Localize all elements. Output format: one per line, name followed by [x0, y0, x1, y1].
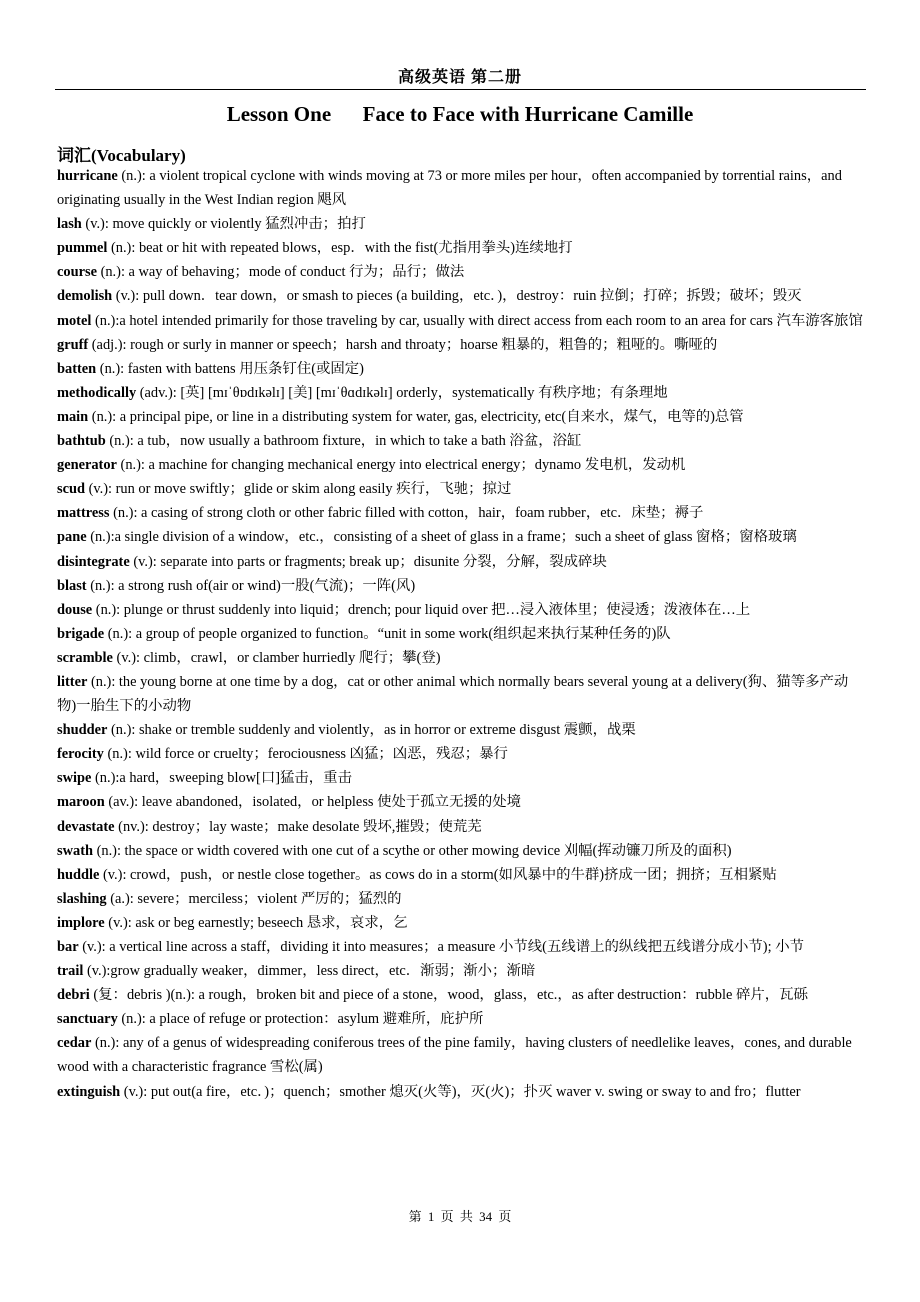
entry-term: pane [57, 529, 87, 546]
section-heading: 词汇(Vocabulary) [57, 146, 186, 165]
vocabulary-entry [57, 622, 867, 646]
entry-definition: (v.): a vertical line across a staff，dividing it into measures；a measure 小节线(五线谱上的纵线把五线谱分成小节); 小节 [78, 939, 804, 955]
vocabulary-entry [57, 357, 867, 381]
vocabulary-entry [57, 959, 867, 983]
entry-definition: (n.): fasten with battens 用压条钉住(或固定) [96, 360, 364, 377]
entry-definition: (nv.): destroy；lay waste；make desolate 毁坏,摧毁；使荒芜 [114, 818, 482, 835]
entry-term: course [57, 264, 97, 281]
entry-definition: (n.): a tub，now usually a bathroom fixture，in which to take a bath 浴盆，浴缸 [105, 433, 582, 450]
vocabulary-entry [57, 236, 867, 260]
vocabulary-entry [57, 598, 867, 622]
lesson-title: Lesson One Face to Face with Hurricane Camille [226, 102, 694, 126]
vocabulary-entry [57, 983, 867, 1007]
entry-term: extinguish [57, 1083, 121, 1100]
entry-term: methodically [57, 384, 137, 401]
entry-term: motel [57, 312, 92, 329]
entry-definition: (av.): leave abandoned，isolated，or helpless 使处于孤立无援的处境 [104, 794, 522, 811]
entry-definition: (n.): wild force or cruelty；ferociousness 凶猛；凶恶，残忍；暴行 [103, 746, 508, 763]
vocabulary-entry [57, 815, 867, 839]
entry-term: gruff [57, 336, 89, 353]
entry-definition: (adv.): [英] [mɪˈθɒdɪkəlɪ] [美] [mɪˈθɑdɪkəlɪ] orderly，systematically 有秩序地；有条理地 [136, 384, 668, 401]
vocabulary-entry [57, 742, 867, 766]
entry-term: debri [57, 987, 90, 1004]
entry-term: douse [57, 601, 93, 618]
entry-definition: (n.): a strong rush of(air or wind)一股(气流)；一阵(风) [86, 577, 416, 594]
entry-term: ferocity [57, 746, 104, 763]
header-rule [55, 89, 866, 90]
vocabulary-entry [57, 646, 867, 670]
entry-term: swath [57, 842, 93, 859]
entry-definition: (n.): a casing of strong cloth or other fabric filled with cotton，hair，foam rubber，etc．床垫；褥子 [109, 505, 704, 522]
entry-definition: (n.):a hard，sweeping blow[口]猛击，重击 [91, 770, 352, 787]
vocabulary-entry [57, 670, 867, 718]
entry-term: shudder [57, 722, 108, 739]
entry-definition: (复：debris )(n.): a rough，broken bit and piece of a stone，wood，glass，etc.，as after destruction：rubble 碎片，瓦砾 [89, 987, 808, 1004]
entry-definition: (n.): a place of refuge or protection：asylum 避难所，庇护所 [117, 1011, 484, 1028]
vocabulary-entry [57, 550, 867, 574]
vocabulary-entry [57, 887, 867, 911]
vocabulary-entry [57, 1080, 867, 1104]
entry-term: swipe [57, 770, 92, 787]
entry-definition: (n.):a single division of a window，etc.，consisting of a sheet of glass in a frame；such a sheet of glass 窗格；窗格玻璃 [86, 529, 797, 546]
entry-term: mattress [57, 505, 110, 522]
entry-term: slashing [57, 890, 107, 907]
entry-term: disintegrate [57, 553, 130, 570]
entry-definition: (n.):a hotel intended primarily for those traveling by car, usually with direct access from each room to an area for cars 汽车游客旅馆 [91, 312, 863, 329]
vocabulary-entry [57, 790, 867, 814]
entry-term: pummel [57, 240, 108, 257]
entry-term: lash [57, 216, 82, 233]
vocabulary-entry [57, 333, 867, 357]
vocabulary-entry [57, 381, 867, 405]
entry-definition: (v.):grow gradually weaker，dimmer，less direct，etc．渐弱；渐小；渐暗 [83, 963, 536, 980]
entry-term: maroon [57, 794, 105, 811]
vocabulary-entry [57, 718, 867, 742]
entry-term: bathtub [57, 433, 106, 450]
entry-definition: (n.): a way of behaving；mode of conduct 行为；品行；做法 [96, 264, 465, 281]
entry-definition: (v.): pull down．tear down，or smash to pieces (a building，etc．)，destroy：ruin 拉倒；打碎；拆毁；破坏；毁灭 [112, 288, 802, 305]
vocabulary-entry [57, 839, 867, 863]
entry-definition: (v.): put out(a fire，etc．)；quench；smother 熄灭(火等)，灭(火)；扑灭 waver v. swing or sway to and fro；flutter [120, 1083, 801, 1100]
vocabulary-entry [57, 212, 867, 236]
entry-term: hurricane [57, 168, 118, 184]
vocabulary-entry [57, 1031, 867, 1079]
entry-definition: (n.): beat or hit with repeated blows，esp．with the fist(尤指用拳头)连续地打 [107, 240, 573, 257]
entry-term: implore [57, 914, 105, 931]
vocabulary-entry [57, 766, 867, 790]
entry-term: scud [57, 481, 85, 498]
running-header: 高级英语 第二册 [397, 69, 522, 86]
entry-definition: (v.): crowd，push，or nestle close together。as cows do in a storm(如风暴中的牛群)挤成一团；拥挤；互相紧贴 [99, 866, 777, 883]
entry-term: demolish [57, 288, 113, 305]
vocabulary-entry [57, 405, 867, 429]
entry-definition: (n.): a machine for changing mechanical energy into electrical energy；dynamo 发电机，发动机 [116, 457, 686, 474]
vocabulary-entry [57, 284, 867, 308]
vocabulary-list [57, 164, 867, 1104]
vocabulary-entry [57, 935, 867, 959]
entry-term: huddle [57, 866, 100, 883]
entry-term: scramble [57, 649, 113, 666]
entry-definition: (n.): a violent tropical cyclone with winds moving at 73 or more miles per hour，often accompanied by torrential rains，and originating usually in the West Indian region 飓风 [57, 168, 842, 209]
entry-definition: (v.): move quickly or violently 猛烈冲击；拍打 [81, 216, 366, 233]
vocabulary-entry [57, 477, 867, 501]
entry-term: generator [57, 457, 117, 474]
vocabulary-entry [57, 429, 867, 453]
vocabulary-entry [57, 525, 867, 549]
vocabulary-entry [57, 911, 867, 935]
entry-term: brigade [57, 625, 105, 642]
page-footer: 第 1 页 共 34 页 [408, 1209, 512, 1224]
entry-definition: (v.): run or move swiftly；glide or skim along easily 疾行，飞驰；掠过 [85, 481, 512, 498]
vocabulary-entry [57, 863, 867, 887]
entry-definition: (v.): separate into parts or fragments; break up；disunite 分裂，分解，裂成碎块 [129, 553, 607, 570]
entry-definition: (v.): ask or beg earnestly; beseech 恳求，哀求，乞 [104, 914, 408, 931]
vocabulary-entry [57, 1007, 867, 1031]
entry-term: cedar [57, 1035, 92, 1052]
entry-term: sanctuary [57, 1011, 118, 1028]
vocabulary-entry [57, 164, 867, 212]
entry-term: blast [57, 577, 87, 594]
entry-definition: (adj.): rough or surly in manner or speech；harsh and throaty；hoarse 粗暴的，粗鲁的；粗哑的。嘶哑的 [88, 336, 718, 353]
entry-definition: (n.): a group of people organized to function。“unit in some work(组织起来执行某种任务的)队 [104, 625, 671, 642]
entry-definition: (n.): shake or tremble suddenly and violently，as in horror or extreme disgust 震颤，战栗 [107, 722, 636, 739]
entry-definition: (n.): plunge or thrust suddenly into liquid；drench; pour liquid over 把…浸入液体里；使浸透；泼液体在…上 [92, 601, 751, 618]
vocabulary-entry [57, 309, 867, 333]
vocabulary-entry [57, 453, 867, 477]
entry-definition: (n.): the young borne at one time by a dog，cat or other animal which normally bears several young at a delivery(狗、猫等多产动物)一胎生下的小动物 [57, 673, 849, 715]
entry-term: trail [57, 963, 84, 980]
entry-definition: (v.): climb，crawl，or clamber hurriedly 爬行；攀(登) [112, 649, 441, 666]
entry-term: bar [57, 939, 79, 955]
vocabulary-entry [57, 574, 867, 598]
vocabulary-entry [57, 260, 867, 284]
entry-definition: (n.): any of a genus of widespreading coniferous trees of the pine family，having clusters of needlelike leaves，cones, and durable wood with a characteristic fragrance 雪松(属) [57, 1035, 852, 1076]
entry-definition: (n.): a principal pipe, or line in a distributing system for water, gas, electricity, etc(自来水，煤气，电等的)总管 [88, 408, 744, 425]
entry-definition: (a.): severe；merciless；violent 严厉的；猛烈的 [106, 890, 402, 907]
entry-term: main [57, 408, 89, 425]
entry-term: devastate [57, 818, 115, 835]
entry-term: litter [57, 673, 88, 690]
vocabulary-entry [57, 501, 867, 525]
entry-definition: (n.): the space or width covered with one cut of a scythe or other mowing device 刈幅(挥动镰刀所及的面积) [92, 842, 732, 859]
entry-term: batten [57, 360, 97, 377]
